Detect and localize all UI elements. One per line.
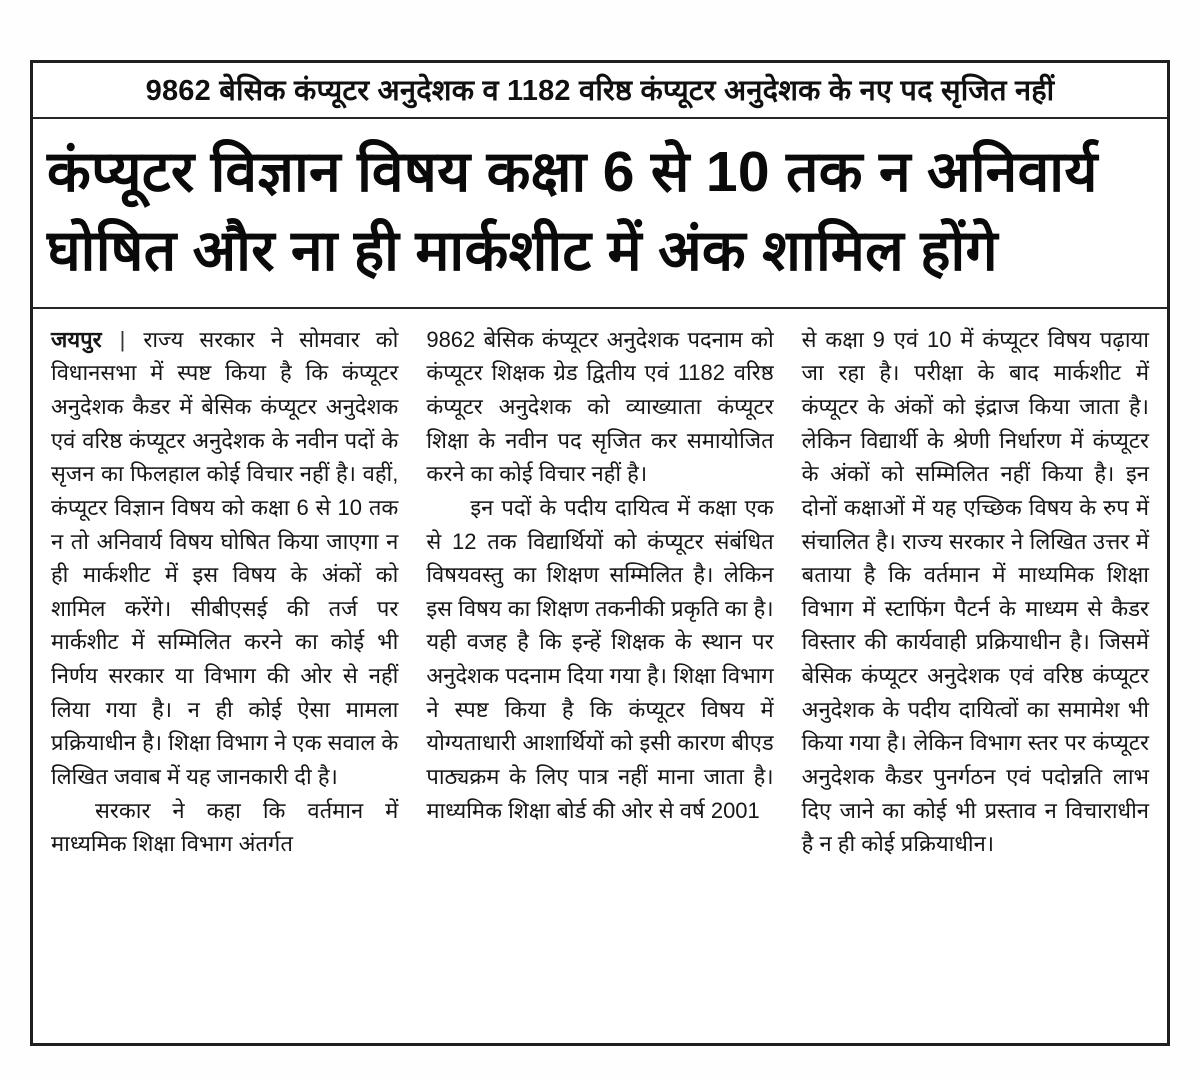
main-headline (33, 119, 1167, 306)
paragraph-text: राज्य सरकार ने सोमवार को विधानसभा में स्पष्ट किया है कि कंप्यूटर अनुदेशक कैडर में बेसिक कंप्यूटर अनुदेशक एवं वरिष्ठ कंप्यूटर अनुदेशक के नवीन पदों के सृजन का फिलहाल कोई विचार नहीं है। वहीं, कंप्यूटर विज्ञान विषय को कक्षा 6 से 10 तक न तो अनिवार्य विषय घोषित किया जाएगा न ही मार्कशीट में इस विषय के अंकों को शामिल करेंगे। सीबीएसई की तर्ज पर मार्कशीट में सम्मिलित करने का कोई भी निर्णय सरकार या विभाग की ओर से नहीं लिया गया है। न ही कोई ऐसा मामला प्रक्रियाधीन है। शिक्षा विभाग ने एक सवाल के लिखित जवाब में यह जानकारी दी है। (51, 326, 399, 790)
column-1 (51, 323, 398, 1027)
dateline: जयपुर (51, 326, 102, 352)
kicker-headline: 9862 बेसिक कंप्यूटर अनुदेशक व 1182 वरिष्ठ कंप्यूटर अनुदेशक के नए पद सृजित नहीं (145, 75, 1055, 107)
paragraph (51, 323, 398, 794)
article-body (33, 309, 1167, 1043)
newspaper-clipping (30, 60, 1170, 1046)
column-3 (802, 323, 1149, 1027)
kicker-row (33, 63, 1167, 117)
dateline-separator: | (119, 326, 126, 352)
paragraph: 9862 बेसिक कंप्यूटर अनुदेशक पदनाम को कंप्यूटर शिक्षक ग्रेड द्वितीय एवं 1182 वरिष्ठ कंप्यूटर अनुदेशक को व्याख्याता कंप्यूटर शिक्षा के नवीन पद सृजित कर समायोजित करने का कोई विचार नहीं है। (426, 326, 774, 487)
headline-line-2: घोषित और ना ही मार्कशीट में अंक शामिल होंगे (47, 218, 998, 283)
paragraph: इन पदों के पदीय दायित्व में कक्षा एक से 12 तक विद्यार्थियों को कंप्यूटर संबंधित विषयवस्तु का शिक्षण सम्मिलित है। लेकिन इस विषय का शिक्षण तकनीकी प्रकृति का है। यही वजह है कि इन्हें शिक्षक के स्थान पर अनुदेशक पदनाम दिया गया है। शिक्षा विभाग ने स्पष्ट किया है कि कंप्यूटर विषय में योग्यताधारी आशार्थियों को इसी कारण बीएड पाठ्यक्रम के लिए पात्र नहीं माना जाता है। माध्यमिक शिक्षा बोर्ड की ओर से वर्ष 2001 (426, 494, 774, 823)
paragraph: से कक्षा 9 एवं 10 में कंप्यूटर विषय पढ़ाया जा रहा है। परीक्षा के बाद मार्कशीट में कंप्यूटर के अंकों को इंद्राज किया जाता है। लेकिन विद्यार्थी के श्रेणी निर्धारण में कंप्यूटर के अंकों को सम्मिलित नहीं किया है। इन दोनों कक्षाओं में यह एच्छिक विषय के रुप में संचालित है। राज्य सरकार ने लिखित उत्तर में बताया है कि वर्तमान में माध्यमिक शिक्षा विभाग में स्टाफिंग पैटर्न के माध्यम से कैडर विस्तार की कार्यवाही प्रक्रियाधीन है। जिसमें बेसिक कंप्यूटर अनुदेशक एवं वरिष्ठ कंप्यूटर अनुदेशक के पदीय दायित्वों का समामेश भी किया गया है। लेकिन विभाग स्तर पर कंप्यूटर अनुदेशक कैडर पुनर्गठन एवं पदोन्नति लाभ दिए जाने का कोई भी प्रस्ताव न विचाराधीन है न ही कोई प्रक्रियाधीन। (801, 326, 1149, 857)
headline-line-1: कंप्यूटर विज्ञान विषय कक्षा 6 से 10 तक न अनिवार्य (47, 140, 1098, 205)
column-2 (426, 323, 773, 1027)
paragraph: सरकार ने कहा कि वर्तमान में माध्यमिक शिक्षा विभाग अंतर्गत (51, 797, 399, 857)
